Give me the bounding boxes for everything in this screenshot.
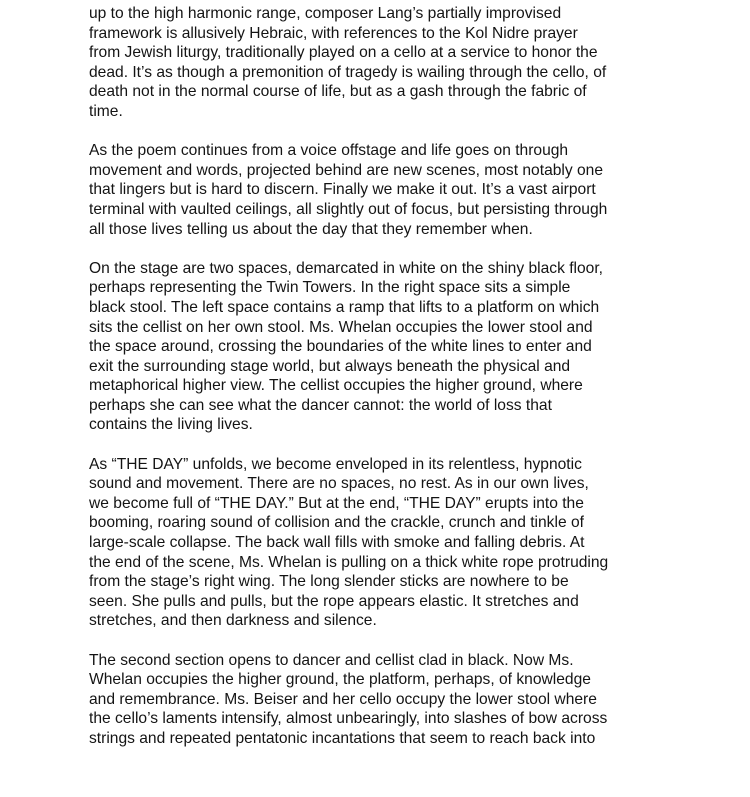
paragraph-airport-terminal	[89, 141, 689, 239]
text-line: booming, roaring sound of collision and the crackle, crunch and tinkle of	[89, 514, 584, 532]
text-line: As “THE DAY” unfolds, we become enveloped in its relentless, hypnotic	[89, 455, 582, 473]
text-line: the cello’s laments intensify, almost unbearingly, into slashes of bow across	[89, 710, 608, 728]
text-line: the end of the scene, Ms. Whelan is pulling on a thick white rope protruding	[89, 553, 609, 571]
text-line: we become full of “THE DAY.” But at the end, “THE DAY” erupts into the	[89, 494, 584, 512]
text-line: the space around, crossing the boundaries of the white lines to enter and	[89, 338, 592, 356]
text-line: stretches, and then darkness and silence.	[89, 612, 377, 630]
text-line: up to the high harmonic range, composer Lang’s partially improvised	[89, 5, 562, 22]
text-line: and remembrance. Ms. Beiser and her cello occupy the lower stool where	[89, 690, 597, 708]
text-line: all those lives telling us about the day that they remember when.	[89, 220, 533, 238]
text-line: sound and movement. There are no spaces, no rest. As in our own lives,	[89, 475, 589, 493]
text-line: Whelan occupies the higher ground, the platform, perhaps, of knowledge	[89, 671, 591, 689]
text-line: exit the surrounding stage world, but always beneath the physical and	[89, 357, 571, 375]
text-line: seen. She pulls and pulls, but the rope appears elastic. It stretches and	[89, 592, 579, 610]
text-line: contains the living lives.	[89, 416, 253, 434]
text-line: metaphorical higher view. The cellist occupies the higher ground, where	[89, 377, 583, 395]
text-line: terminal with vaulted ceilings, all slightly out of focus, but persisting through	[89, 200, 608, 218]
document-page	[89, 4, 689, 768]
text-line: movement and words, projected behind are new scenes, most notably one	[89, 161, 604, 179]
text-line: strings and repeated pentatonic incantations that seem to reach back into	[89, 729, 596, 747]
text-line: dead. It’s as though a premonition of tragedy is wailing through the cello, of	[89, 63, 607, 81]
text-line: time.	[89, 102, 123, 120]
paragraph-second-section	[89, 651, 689, 749]
text-line: As the poem continues from a voice offstage and life goes on through	[89, 142, 569, 160]
text-line: death not in the normal course of life, but as a gash through the fabric of	[89, 83, 587, 101]
text-line: The second section opens to dancer and cellist clad in black. Now Ms.	[89, 651, 574, 669]
paragraph-the-day	[89, 455, 689, 631]
text-line: framework is allusively Hebraic, with references to the Kol Nidre prayer	[89, 24, 578, 42]
text-line: black stool. The left space contains a ramp that lifts to a platform on which	[89, 298, 600, 316]
paragraph-lang-kol-nidre	[89, 4, 689, 122]
text-line: On the stage are two spaces, demarcated in white on the shiny black floor,	[89, 259, 604, 277]
text-line: that lingers but is hard to discern. Finally we make it out. It’s a vast airport	[89, 181, 596, 199]
text-line: sits the cellist on her own stool. Ms. Whelan occupies the lower stool and	[89, 318, 593, 336]
paragraph-stage-spaces	[89, 259, 689, 435]
text-line: perhaps representing the Twin Towers. In the right space sits a simple	[89, 279, 571, 297]
text-line: perhaps she can see what the dancer cannot: the world of loss that	[89, 396, 552, 414]
text-line: large-scale collapse. The back wall fills with smoke and falling debris. At	[89, 534, 585, 552]
text-line: from the stage’s right wing. The long slender sticks are nowhere to be	[89, 573, 569, 591]
text-line: from Jewish liturgy, traditionally played on a cello at a service to honor the	[89, 44, 598, 62]
